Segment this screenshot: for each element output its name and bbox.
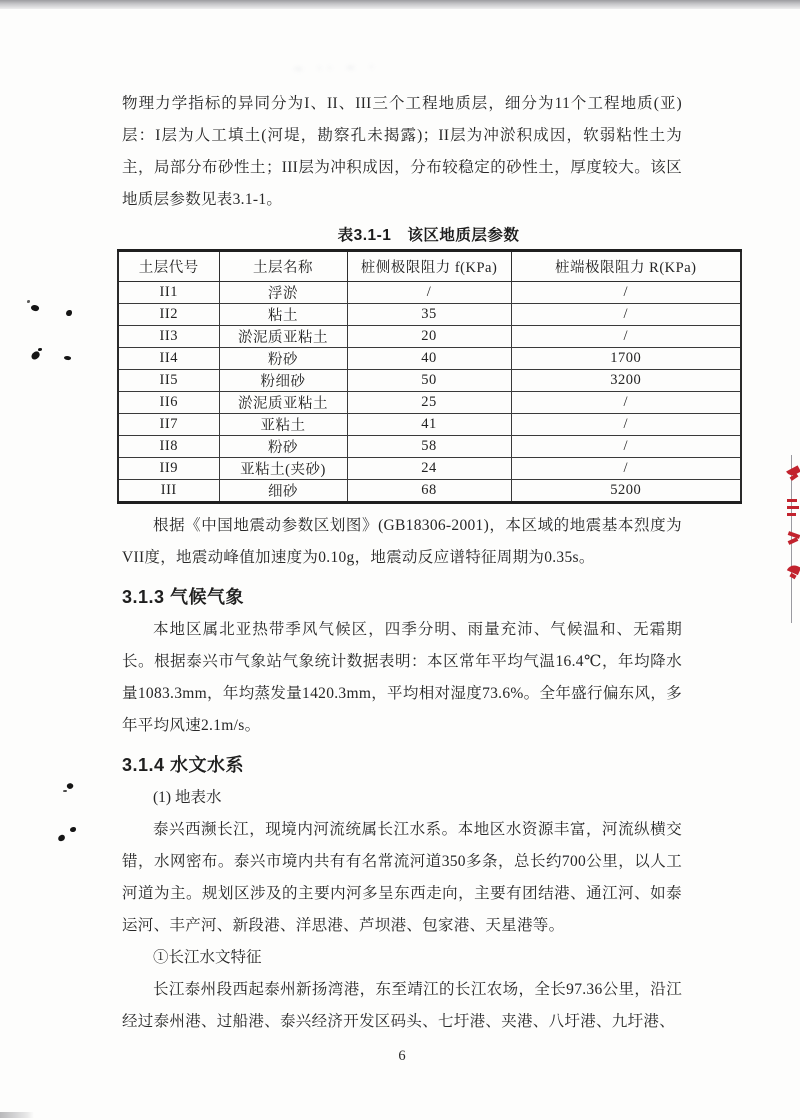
- table-cell: /: [511, 326, 741, 348]
- table-cell: /: [511, 282, 741, 304]
- table-cell: /: [511, 414, 741, 436]
- col-header-side-resistance: 桩侧极限阻力 f(KPa): [347, 251, 511, 282]
- table-cell: II6: [118, 392, 219, 414]
- table-row: [118, 282, 741, 304]
- table-cell: 淤泥质亚粘土: [219, 326, 347, 348]
- col-header-soil-name: 土层名称: [219, 251, 347, 282]
- table-row: [118, 414, 741, 436]
- table-body: [118, 282, 741, 503]
- ink-speck: [64, 355, 72, 360]
- geology-parameters-table: [117, 249, 742, 504]
- table-cell: 58: [347, 436, 511, 458]
- table-row: [118, 480, 741, 503]
- table-cell: 粘土: [219, 304, 347, 326]
- ink-speck: [66, 310, 72, 316]
- table-cell: 粉细砂: [219, 370, 347, 392]
- ink-speck: [66, 782, 74, 790]
- table-cell: 40: [347, 348, 511, 370]
- yangtze-paragraph: 长江泰州段西起泰州新扬湾港，东至靖江的长江农场，全长97.36公里，沿江经过泰州港、过船港、泰兴经济开发区码头、七圩港、夹港、八圩港、九圩港、: [122, 981, 682, 1030]
- table-row: [118, 348, 741, 370]
- table-cell: 淤泥质亚粘土: [219, 392, 347, 414]
- surface-water-paragraph: 泰兴西濒长江，现境内河流统属长江水系。本地区水资源丰富，河流纵横交错，水网密布。泰兴市境内共有有名常流河道350多条，总长约700公里，以人工河道为主。规划区涉及的主要内河多呈东西走向，主要有团结港、通江河、如泰运河、丰产河、新段港、洋思港、芦坝港、包家港、天星港等。: [122, 821, 682, 934]
- page-number: 6: [398, 1048, 406, 1064]
- table-cell: II4: [118, 348, 219, 370]
- table-caption: 表3.1-1 该区地质层参数: [337, 227, 520, 244]
- table-cell: 亚粘土: [219, 414, 347, 436]
- table-cell: III: [118, 480, 219, 503]
- ink-speck: [30, 304, 40, 313]
- surface-water-subheading: (1) 地表水: [153, 789, 222, 806]
- ink-speck: [57, 834, 66, 842]
- table-cell: 5200: [511, 480, 741, 503]
- table-cell: II3: [118, 326, 219, 348]
- scan-edge-artifact: [0, 0, 800, 9]
- table-cell: 浮淤: [219, 282, 347, 304]
- faint-bleedthrough-smudge: ~ ·· ~ ·: [294, 58, 380, 77]
- table-cell: 35: [347, 304, 511, 326]
- col-header-soil-code: 土层代号: [118, 251, 219, 282]
- table-cell: II5: [118, 370, 219, 392]
- table-cell: /: [347, 282, 511, 304]
- document-body: [122, 88, 697, 1065]
- table-cell: 粉砂: [219, 348, 347, 370]
- table-cell: /: [511, 392, 741, 414]
- col-header-end-resistance: 桩端极限阻力 R(KPa): [511, 251, 741, 282]
- yangtze-feature-subheading: ①长江水文特征: [153, 949, 262, 966]
- table-cell: /: [511, 304, 741, 326]
- table-cell: II2: [118, 304, 219, 326]
- table-row: [118, 392, 741, 414]
- section-heading-climate: 3.1.3 气候气象: [122, 587, 245, 607]
- table-cell: 3200: [511, 370, 741, 392]
- ink-speck: [30, 350, 41, 361]
- intro-paragraph: 物理力学指标的异同分为I、II、III三个工程地质层，细分为11个工程地质(亚)层：I层为人工填土(河堤，勘察孔未揭露)；II层为冲淤积成因，软弱粘性土为主，局部分布砂性土；III层为冲积成因，分布较稳定的砂性土，厚度较大。该区地质层参数见表3.1-1。: [122, 95, 682, 208]
- table-header-row: [118, 251, 741, 282]
- ink-speck: [70, 827, 76, 832]
- table-cell: II7: [118, 414, 219, 436]
- table-row: [118, 304, 741, 326]
- table-cell: 41: [347, 414, 511, 436]
- table-row: [118, 436, 741, 458]
- table-cell: II8: [118, 436, 219, 458]
- table-cell: 24: [347, 458, 511, 480]
- table-cell: 68: [347, 480, 511, 503]
- red-seal-fragment: [782, 455, 800, 625]
- ink-speck: [63, 790, 67, 792]
- climate-paragraph: 本地区属北亚热带季风气候区，四季分明、雨量充沛、气候温和、无霜期长。根据泰兴市气象站气象统计数据表明：本区常年平均气温16.4℃，年均降水量1083.3mm，年均蒸发量1420.3mm，平均相对湿度73.6%。全年盛行偏东风，多年平均风速2.1m/s。: [122, 621, 682, 734]
- table-cell: 20: [347, 326, 511, 348]
- table-cell: 粉砂: [219, 436, 347, 458]
- ink-speck: [27, 300, 30, 303]
- table-row: [118, 326, 741, 348]
- table-cell: 25: [347, 392, 511, 414]
- table-cell: II1: [118, 282, 219, 304]
- table-cell: 细砂: [219, 480, 347, 503]
- table-cell: 50: [347, 370, 511, 392]
- table-cell: /: [511, 436, 741, 458]
- table-cell: 1700: [511, 348, 741, 370]
- scan-corner-artifact: [0, 1112, 34, 1118]
- ink-speck: [38, 348, 42, 351]
- section-heading-hydrology: 3.1.4 水文水系: [122, 755, 245, 775]
- table-cell: II9: [118, 458, 219, 480]
- table-row: [118, 370, 741, 392]
- table-row: [118, 458, 741, 480]
- table-cell: 亚粘土(夹砂): [219, 458, 347, 480]
- table-cell: /: [511, 458, 741, 480]
- seismic-paragraph: 根据《中国地震动参数区划图》(GB18306-2001)，本区域的地震基本烈度为VII度，地震动峰值加速度为0.10g，地震动反应谱特征周期为0.35s。: [122, 517, 682, 566]
